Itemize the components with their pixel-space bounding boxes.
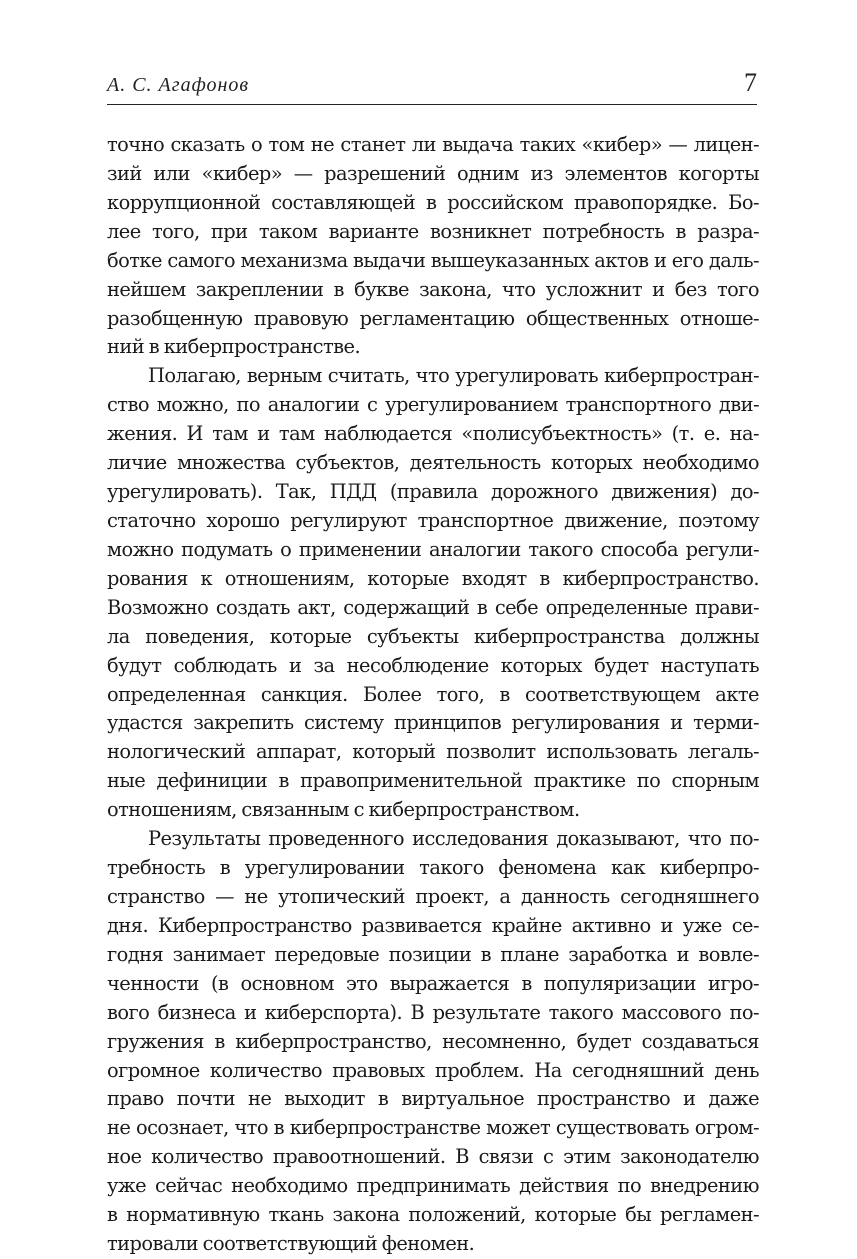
header-rule	[107, 104, 757, 105]
text-line: в нормативную ткань закона положений, которые бы регламен-	[107, 1203, 759, 1227]
text-line: урегулировать). Так, ПДД (правила дорожного движения) до-	[107, 480, 759, 504]
text-line: Результаты проведенного исследования доказывают, что по-	[148, 827, 759, 851]
text-line: годня занимает передовые позиции в плане заработка и вовле-	[107, 942, 759, 966]
text-line: определенная санкция. Более того, в соответствующем акте	[107, 682, 759, 706]
text-line: рования к отношениям, которые входят в киберпространство.	[107, 566, 759, 590]
text-line: Полагаю, верным считать, что урегулировать киберпростран-	[148, 364, 759, 388]
text-line: личие множества субъектов, деятельность которых необходимо	[107, 451, 759, 475]
text-line: статочно хорошо регулируют транспортное движение, поэтому	[107, 508, 759, 532]
text-line: разобщенную правовую регламентацию общественных отноше-	[107, 306, 759, 330]
text-line: ство можно, по аналогии с урегулированием транспортного дви-	[107, 393, 759, 417]
text-line: вого бизнеса и киберспорта). В результате такого массового по-	[107, 1000, 759, 1024]
text-line: ний в киберпространстве.	[107, 335, 361, 359]
text-line: странство — не утопический проект, а данность сегодняшнего	[107, 884, 759, 908]
text-line: будут соблюдать и за несоблюдение которых будет наступать	[107, 653, 759, 677]
text-line: удастся закрепить систему принципов регулирования и терми-	[107, 711, 759, 735]
text-line: нейшем закреплении в букве закона, что усложнит и без того	[107, 277, 759, 301]
text-line: лее того, при таком варианте возникнет потребность в разра-	[107, 219, 759, 243]
body-text	[107, 131, 759, 1259]
text-line: требность в урегулировании такого феномена как киберпро-	[107, 856, 759, 880]
text-line: нологический аппарат, который позволит использовать легаль-	[107, 740, 759, 764]
text-line: ченности (в основном это выражается в популяризации игро-	[107, 971, 759, 995]
text-line: тировали соответствующий феномен.	[107, 1232, 475, 1256]
text-line: огромное количество правовых проблем. На сегодняшний день	[107, 1058, 759, 1082]
text-line: отношениям, связанным с киберпространством.	[107, 798, 580, 822]
text-line: ботке самого механизма выдачи вышеуказанных актов и его даль-	[107, 248, 759, 272]
text-line: жения. И там и там наблюдается «полисубъектность» (т. е. на-	[107, 422, 759, 446]
text-line: ные дефиниции в правоприменительной практике по спорным	[107, 769, 759, 793]
text-line: можно подумать о применении аналогии такого способа регули-	[107, 537, 759, 561]
text-line: ла поведения, которые субъекты киберпространства должны	[107, 624, 759, 648]
text-line: дня. Киберпространство развивается крайне активно и уже се-	[107, 913, 759, 937]
text-line: право почти не выходит в виртуальное пространство и даже	[107, 1087, 759, 1111]
text-line: уже сейчас необходимо предпринимать действия по внедрению	[107, 1174, 759, 1198]
text-line: ное количество правоотношений. В связи с этим законодателю	[107, 1145, 759, 1169]
page-number: 7	[744, 68, 757, 97]
text-line: Возможно создать акт, содержащий в себе определенные прави-	[107, 595, 759, 619]
running-head	[107, 68, 757, 100]
text-line: точно сказать о том не станет ли выдача таких «кибер» — лицен-	[107, 133, 759, 156]
text-line: гружения в киберпространство, несомненно, будет создаваться	[107, 1029, 759, 1053]
text-line: не осознает, что в киберпространстве может существовать огром-	[107, 1116, 759, 1140]
text-line: коррупционной составляющей в российском правопорядке. Бо-	[107, 190, 759, 214]
text-line: зий или «кибер» — разрешений одним из элементов когорты	[107, 161, 759, 185]
running-head-author: А. С. Агафонов	[107, 74, 250, 96]
